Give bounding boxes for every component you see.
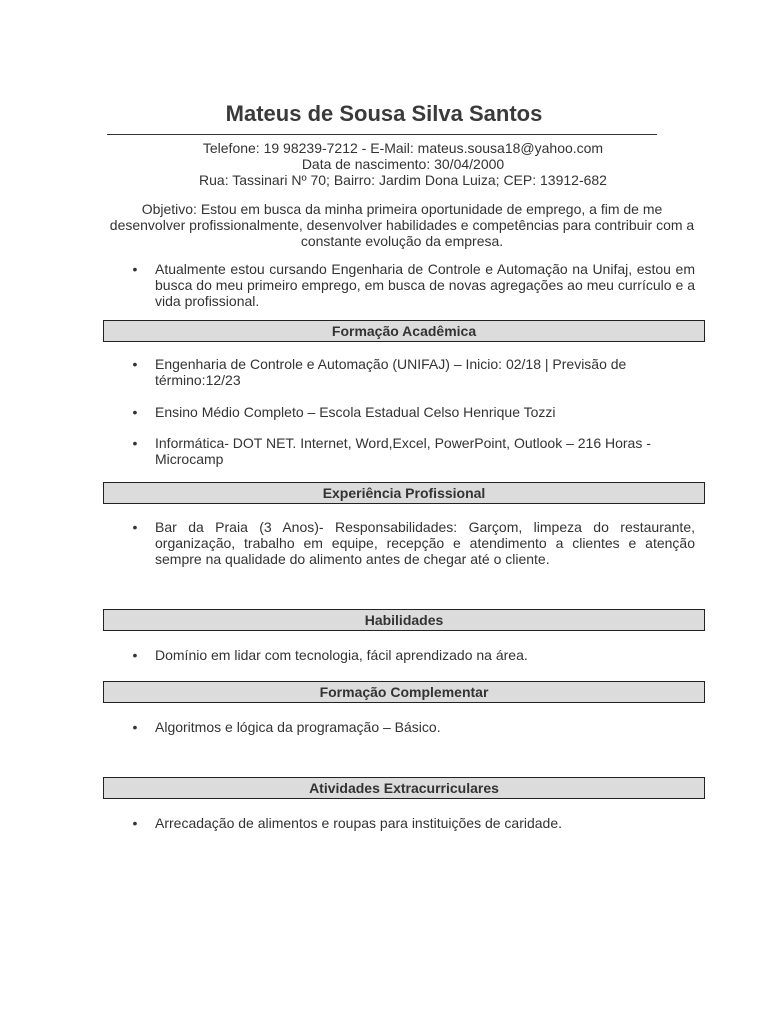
- extracurricular-item: Arrecadação de alimentos e roupas para instituições de caridade.: [155, 815, 563, 831]
- header-divider: [107, 134, 657, 135]
- bullet-icon: •: [132, 719, 138, 735]
- section-header-extracurricular: Atividades Extracurriculares: [103, 777, 705, 799]
- education-item: Engenharia de Controle e Automação (UNIFAJ) – Inicio: 02/18 | Previsão de término:12/23: [155, 356, 627, 388]
- bullet-icon: •: [132, 519, 138, 535]
- bullet-icon: •: [132, 815, 138, 831]
- bullet-icon: •: [132, 356, 138, 372]
- skills-item: Domínio em lidar com tecnologia, fácil aprendizado na área.: [155, 647, 528, 663]
- contact-phone-email: Telefone: 19 98239-7212 - E-Mail: mateus.sousa18@yahoo.com: [202, 140, 604, 156]
- contact-birthdate: Data de nascimento: 30/04/2000: [301, 156, 505, 172]
- section-header-experience: Experiência Profissional: [103, 482, 705, 504]
- contact-block: [0, 140, 768, 188]
- education-item: Ensino Médio Completo – Escola Estadual Celso Henrique Tozzi: [155, 404, 556, 420]
- bullet-icon: •: [132, 261, 138, 277]
- bullet-icon: •: [132, 647, 138, 663]
- candidate-name: Mateus de Sousa Silva Santos: [225, 101, 543, 126]
- education-item: Informática- DOT NET. Internet, Word,Excel, PowerPoint, Outlook – 216 Horas - Microcamp: [155, 435, 651, 467]
- section-header-complementary: Formação Complementar: [103, 681, 705, 703]
- bullet-icon: •: [132, 404, 138, 420]
- contact-address: Rua: Tassinari Nº 70; Bairro: Jardim Dona Luiza; CEP: 13912-682: [199, 172, 607, 188]
- section-header-skills: Habilidades: [103, 609, 705, 631]
- bullet-icon: •: [132, 435, 138, 451]
- objective-text: Objetivo: Estou em busca da minha primeira oportunidade de emprego, a fim de me desenvolver profissionalmente, desenvolver habilidades e competências para contribuir com a constante evolução da empresa.: [109, 201, 695, 249]
- section-header-education: Formação Acadêmica: [103, 320, 705, 342]
- summary-text: Atualmente estou cursando Engenharia de Controle e Automação na Unifaj, estou em busca do meu primeiro emprego, em busca de novas agregações ao meu currículo e a vida profissional.: [155, 261, 695, 309]
- complementary-item: Algoritmos e lógica da programação – Básico.: [155, 719, 441, 735]
- experience-item: Bar da Praia (3 Anos)- Responsabilidades: Garçom, limpeza do restaurante, organização, trabalho em equipe, recepção e atendimento a clientes e atenção sempre na qualidade do alimento antes de chegar até o cliente.: [155, 519, 695, 567]
